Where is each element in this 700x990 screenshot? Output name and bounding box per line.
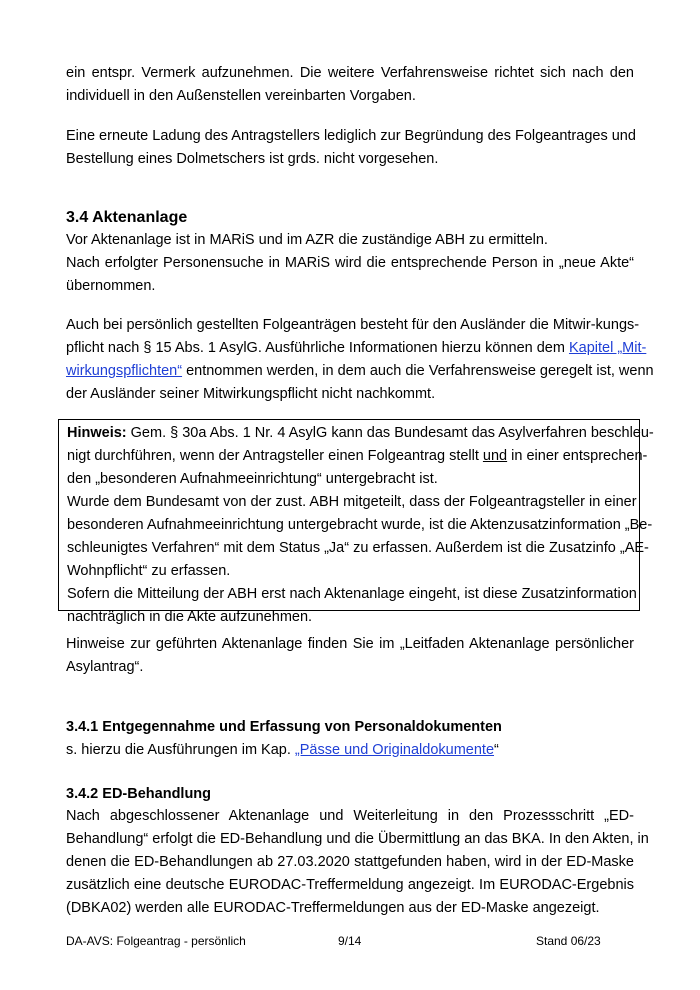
text-line: ein entspr. Vermerk aufzunehmen. Die weitere Verfahrensweise richtet sich nach den: [66, 65, 634, 81]
text-line: Wohnpflicht“ zu erfassen.: [67, 563, 231, 579]
text-line: nachträglich in die Akte aufzunehmen.: [67, 609, 313, 625]
text-line: Asylantrag“.: [66, 659, 144, 675]
text-line: Hinweise zur geführten Aktenanlage finden Sie im „Leitfaden Aktenanlage persönlicher: [66, 636, 634, 652]
footer-title: DA-AVS: Folgeantrag - persönlich: [66, 934, 246, 948]
text-segment: in einer entsprechen-: [507, 448, 648, 464]
section-3-4-paragraph-2: [66, 314, 654, 406]
text-line: Nach erfolgter Personensuche in MARiS wird die entsprechende Person in „neue Akte“: [66, 255, 634, 271]
link-kapitel-mitwirkungspflichten[interactable]: Kapitel „Mit-: [568, 340, 647, 356]
section-heading-3-4-1: 3.4.1 Entgegennahme und Erfassung von Personaldokumenten: [66, 719, 502, 735]
text-line: [67, 445, 648, 468]
text-line: Behandlung“ erfolgt die ED-Behandlung und die Übermittlung an das BKA. In den Akten, in: [66, 831, 649, 847]
link-paesse-und-originaldokumente[interactable]: „Pässe und Originaldokumente: [294, 742, 495, 758]
text-line: [67, 422, 654, 445]
section-3-4-1-text: [66, 739, 634, 762]
text-line: Eine erneute Ladung des Antragstellers lediglich zur Begründung des Folgeantrages und: [66, 128, 636, 144]
text-segment: entnommen werden, in dem auch die Verfahrensweise geregelt ist, wenn: [182, 363, 654, 379]
text-line: [66, 739, 634, 762]
text-line: Nach abgeschlossener Aktenanlage und Weiterleitung in den Prozessschritt „ED-: [66, 808, 634, 824]
text-line: [66, 337, 647, 360]
footer-version: Stand 06/23: [536, 934, 601, 948]
text-line: [66, 360, 654, 383]
text-line: den „besonderen Aufnahmeeinrichtung“ untergebracht ist.: [67, 471, 438, 487]
notice-box: [58, 419, 654, 625]
text-line: Bestellung eines Dolmetschers ist grds. nicht vorgesehen.: [66, 151, 439, 167]
text-line: (DBKA02) werden alle EURODAC-Treffermeldungen aus der ED-Maske angezeigt.: [66, 900, 600, 916]
section-heading-3-4-2: 3.4.2 ED-Behandlung: [66, 786, 212, 802]
text-line: individuell in den Außenstellen vereinbarten Vorgaben.: [66, 88, 416, 104]
text-segment: “: [494, 742, 499, 758]
notice-label: Hinweis:: [67, 425, 127, 441]
text-line: Sofern die Mitteilung der ABH erst nach Aktenanlage eingeht, ist diese Zusatzinformation: [67, 586, 637, 602]
text-segment: Gem. § 30a Abs. 1 Nr. 4 AsylG kann das Bundesamt das Asylverfahren beschleu-: [126, 425, 654, 441]
text-line: Auch bei persönlich gestellten Folgeanträgen besteht für den Ausländer die Mitwir-kungs-: [66, 317, 640, 333]
text-line: übernommen.: [66, 278, 156, 294]
section-heading-3-4: 3.4 Aktenanlage: [66, 209, 188, 226]
text-line: denen die ED-Behandlungen ab 27.03.2020 stattgefunden haben, wird in der ED-Maske: [66, 854, 634, 870]
guide-paragraph: [66, 633, 634, 679]
text-line: Wurde dem Bundesamt von der zust. ABH mitgeteilt, dass der Folgeantragsteller in einer: [67, 494, 637, 510]
text-segment: pflicht nach § 15 Abs. 1 AsylG. Ausführliche Informationen hierzu können dem: [66, 340, 569, 356]
footer-page-number: 9/14: [338, 934, 362, 948]
intro-paragraph: [66, 62, 634, 108]
text-line: zusätzlich eine deutsche EURODAC-Treffermeldung angezeigt. Im EURODAC-Ergebnis: [66, 877, 634, 893]
section-3-4-paragraph-1: [66, 229, 634, 298]
text-line: Vor Aktenanlage ist in MARiS und im AZR die zuständige ABH zu ermitteln.: [66, 232, 548, 248]
text-line: der Ausländer seiner Mitwirkungspflicht nicht nachkommt.: [66, 386, 436, 402]
text-line: besonderen Aufnahmeeinrichtung untergebracht wurde, ist die Aktenzusatzinformation „Be-: [67, 517, 653, 533]
text-segment: nigt durchführen, wenn der Antragsteller einen Folgeantrag stellt: [67, 448, 483, 464]
link-kapitel-mitwirkungspflichten-cont[interactable]: wirkungspflichten“: [66, 363, 183, 379]
section-3-4-2-paragraph: [66, 805, 649, 920]
text-line: schleunigtes Verfahren“ mit dem Status „Ja“ zu erfassen. Außerdem ist die Zusatzinfo „AE-: [67, 540, 649, 556]
text-segment: s. hierzu die Ausführungen im Kap.: [66, 742, 295, 758]
notice-text: [67, 422, 654, 629]
underlined-word: und: [482, 448, 508, 464]
renewal-paragraph: [66, 125, 634, 171]
